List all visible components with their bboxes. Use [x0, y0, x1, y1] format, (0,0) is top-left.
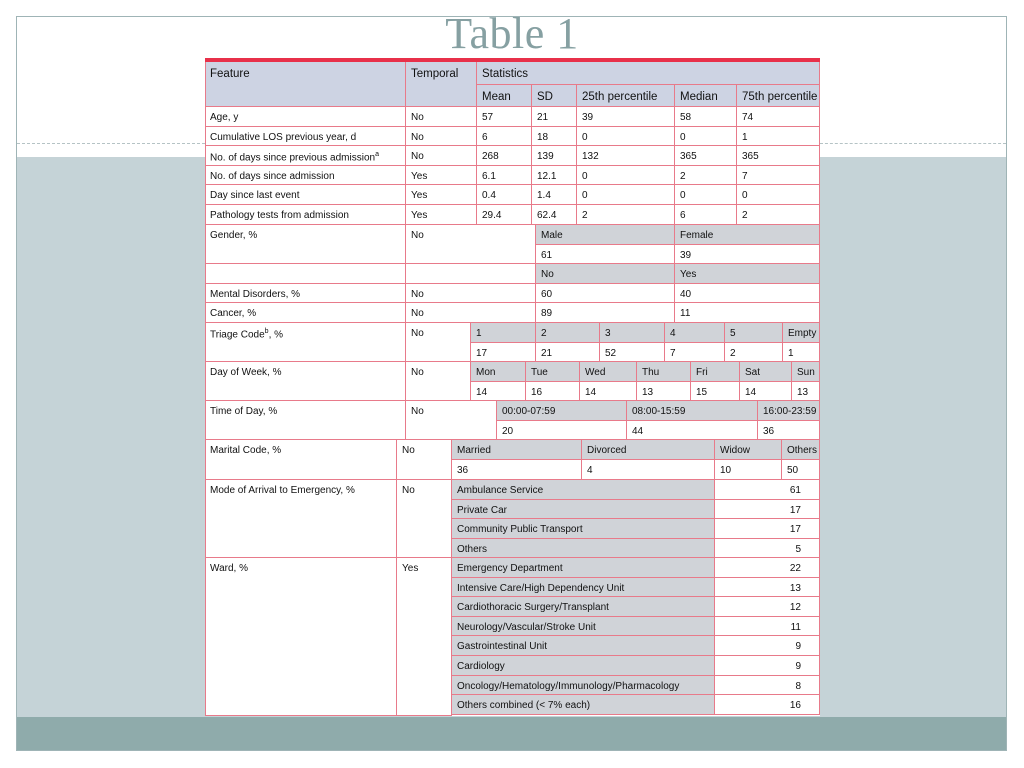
row-value: 0 [737, 185, 820, 205]
dow-label: Sun [792, 362, 820, 382]
row-value: 0 [675, 185, 737, 205]
slide-title: Table 1 [445, 9, 579, 58]
ward-value: 11 [715, 617, 820, 637]
triage-value: 7 [665, 343, 725, 362]
row-value: 58 [675, 107, 737, 127]
ward-label: Gastrointestinal Unit [452, 636, 715, 656]
triage-value: 2 [725, 343, 783, 362]
marital-value: 50 [782, 460, 820, 480]
row-value: 2 [577, 205, 675, 225]
row-value: 57 [477, 107, 532, 127]
dow-feature: Day of Week, % [205, 362, 406, 401]
ward-label: Emergency Department [452, 558, 715, 578]
row-temporal: No [406, 303, 536, 323]
ward-value: 16 [715, 695, 820, 715]
row-value: 0 [577, 185, 675, 205]
row-temporal: Yes [406, 205, 477, 225]
row-value: 60 [536, 284, 675, 303]
dow-value: 13 [637, 382, 691, 401]
divider-left [17, 143, 205, 144]
arrival-temporal: No [397, 480, 452, 558]
row-value: 89 [536, 303, 675, 323]
row-value: 29.4 [477, 205, 532, 225]
ward-value: 8 [715, 676, 820, 696]
row-value: 11 [675, 303, 820, 323]
row-value: 12.1 [532, 166, 577, 185]
row-value: 0.4 [477, 185, 532, 205]
triage-label: 1 [471, 323, 536, 343]
marital-value: 36 [452, 460, 582, 480]
ward-value: 13 [715, 578, 820, 598]
arrival-value: 17 [715, 519, 820, 539]
row-value: 6.1 [477, 166, 532, 185]
row-value: 0 [675, 127, 737, 146]
tod-temporal: No [406, 401, 497, 440]
ward-label: Cardiology [452, 656, 715, 676]
row-feature: Day since last event [205, 185, 406, 205]
ward-value: 9 [715, 656, 820, 676]
header-col: 25th percentile [577, 85, 675, 107]
arrival-label: Others [452, 539, 715, 559]
tod-label: 00:00-07:59 [497, 401, 627, 421]
row-value: 139 [532, 146, 577, 166]
row-temporal: Yes [406, 185, 477, 205]
gender-label: Yes [675, 264, 820, 284]
ward-label: Neurology/Vascular/Stroke Unit [452, 617, 715, 637]
row-feature: Pathology tests from admission [205, 205, 406, 225]
arrival-value: 61 [715, 480, 820, 500]
divider-right [820, 143, 1006, 144]
row-feature: Age, y [205, 107, 406, 127]
row-feature: No. of days since admission [205, 166, 406, 185]
ward-value: 22 [715, 558, 820, 578]
tod-label: 08:00-15:59 [627, 401, 758, 421]
row-value: 2 [737, 205, 820, 225]
gender-value: 61 [536, 245, 675, 264]
row-value: 268 [477, 146, 532, 166]
dow-label: Tue [526, 362, 580, 382]
tod-value: 44 [627, 421, 758, 440]
tod-value: 20 [497, 421, 627, 440]
dow-label: Mon [471, 362, 526, 382]
header-col: Mean [477, 85, 532, 107]
triage-label: 3 [600, 323, 665, 343]
dow-value: 16 [526, 382, 580, 401]
gender-feature: Gender, % [205, 225, 406, 264]
marital-label: Divorced [582, 440, 715, 460]
ward-value: 12 [715, 597, 820, 617]
row-temporal: No [406, 284, 536, 303]
header-statistics: Statistics [477, 62, 820, 85]
arrival-value: 5 [715, 539, 820, 559]
gender-label: Female [675, 225, 820, 245]
arrival-label: Ambulance Service [452, 480, 715, 500]
row-value: 39 [577, 107, 675, 127]
marital-label: Widow [715, 440, 782, 460]
triage-label: 5 [725, 323, 783, 343]
triage-value: 17 [471, 343, 536, 362]
row-temporal: No [406, 107, 477, 127]
row-value: 62.4 [532, 205, 577, 225]
triage-temporal: No [406, 323, 471, 362]
header-feature: Feature [205, 62, 406, 107]
footer-band [17, 717, 1006, 750]
gender-label: Male [536, 225, 675, 245]
ward-label: Cardiothoracic Surgery/Transplant [452, 597, 715, 617]
marital-label: Others [782, 440, 820, 460]
ward-value: 9 [715, 636, 820, 656]
row-feature: Cumulative LOS previous year, d [205, 127, 406, 146]
row-temporal: No [406, 146, 477, 166]
row-feature: No. of days since previous admission$^a$ [205, 146, 406, 166]
arrival-value: 17 [715, 500, 820, 520]
row-temporal: Yes [406, 166, 477, 185]
dow-label: Wed [580, 362, 637, 382]
ward-temporal: Yes [397, 558, 452, 716]
dow-value: 14 [471, 382, 526, 401]
marital-value: 10 [715, 460, 782, 480]
arrival-feature: Mode of Arrival to Emergency, % [205, 480, 397, 558]
marital-feature: Marital Code, % [205, 440, 397, 480]
tod-label: 16:00-23:59 [758, 401, 820, 421]
data-table [205, 58, 820, 716]
gender-label: No [536, 264, 675, 284]
row-value: 18 [532, 127, 577, 146]
dow-label: Thu [637, 362, 691, 382]
row-value: 132 [577, 146, 675, 166]
row-value: 1 [737, 127, 820, 146]
row-value: 74 [737, 107, 820, 127]
table-left-border [205, 62, 206, 716]
tod-feature: Time of Day, % [205, 401, 406, 440]
triage-label: Empty [783, 323, 820, 343]
ward-label: Intensive Care/High Dependency Unit [452, 578, 715, 598]
triage-value: 21 [536, 343, 600, 362]
row-temporal: No [406, 127, 477, 146]
row-value: 6 [675, 205, 737, 225]
arrival-label: Community Public Transport [452, 519, 715, 539]
ward-label: Oncology/Hematology/Immunology/Pharmacology [452, 676, 715, 696]
marital-value: 4 [582, 460, 715, 480]
triage-label: 2 [536, 323, 600, 343]
gender-temporal: No [406, 225, 536, 264]
gender-value: 39 [675, 245, 820, 264]
row-value: 7 [737, 166, 820, 185]
row-value: 6 [477, 127, 532, 146]
blank-cell [406, 264, 536, 284]
dow-temporal: No [406, 362, 471, 401]
row-value: 365 [737, 146, 820, 166]
row-feature: Cancer, % [205, 303, 406, 323]
dow-label: Fri [691, 362, 740, 382]
triage-value: 52 [600, 343, 665, 362]
row-value: 21 [532, 107, 577, 127]
marital-label: Married [452, 440, 582, 460]
row-value: 0 [577, 166, 675, 185]
triage-label: 4 [665, 323, 725, 343]
dow-value: 14 [580, 382, 637, 401]
arrival-label: Private Car [452, 500, 715, 520]
tod-value: 36 [758, 421, 820, 440]
row-value: 40 [675, 284, 820, 303]
header-col: 75th percentile [737, 85, 820, 107]
dow-value: 14 [740, 382, 792, 401]
row-value: 365 [675, 146, 737, 166]
header-col: Median [675, 85, 737, 107]
dow-label: Sat [740, 362, 792, 382]
row-value: 2 [675, 166, 737, 185]
ward-label: Others combined (< 7% each) [452, 695, 715, 715]
marital-temporal: No [397, 440, 452, 480]
dow-value: 13 [792, 382, 820, 401]
row-value: 0 [577, 127, 675, 146]
row-feature: Mental Disorders, % [205, 284, 406, 303]
row-value: 1.4 [532, 185, 577, 205]
ward-feature: Ward, % [205, 558, 397, 716]
triage-value: 1 [783, 343, 820, 362]
dow-value: 15 [691, 382, 740, 401]
triage-feature: Triage Code$^b$, % [205, 323, 406, 362]
header-temporal: Temporal [406, 62, 477, 107]
blank-cell [205, 264, 406, 284]
header-col: SD [532, 85, 577, 107]
